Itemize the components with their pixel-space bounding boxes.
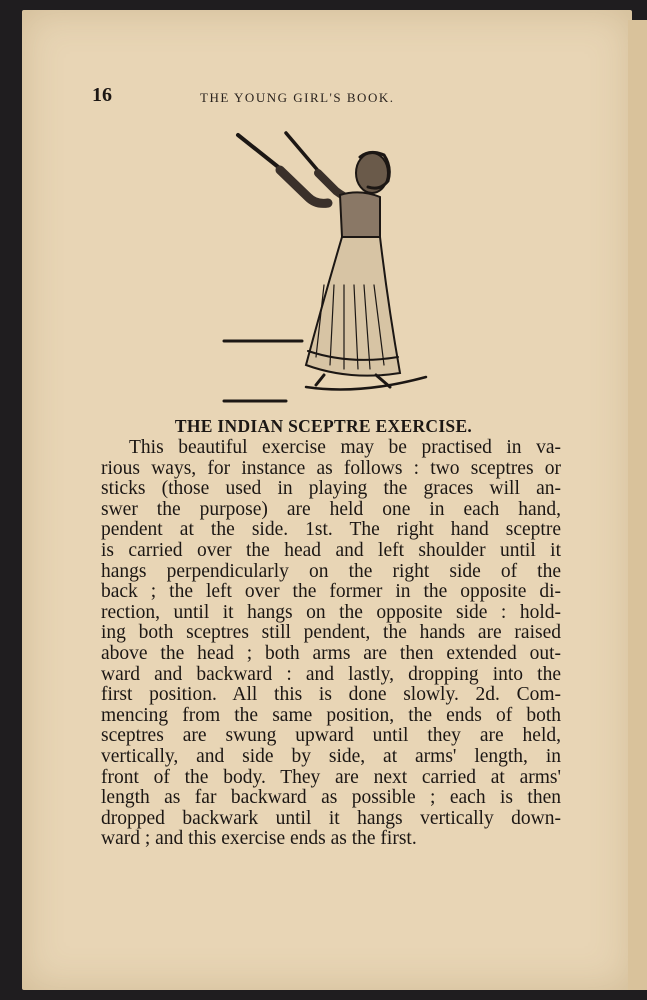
feet — [316, 375, 390, 387]
bodice — [340, 192, 380, 240]
page-number: 16 — [92, 84, 112, 106]
text-line: ing both sceptres still pendent, the hands are raised — [101, 622, 561, 644]
text-line: ward ; and this exercise ends as the first. — [101, 828, 417, 850]
text-line: is carried over the head and left shoulder until it — [101, 539, 561, 561]
body-text — [101, 438, 561, 850]
text-line: first position. All this is done slowly. 2d. Com- — [101, 684, 561, 706]
running-head: THE YOUNG GIRL'S BOOK. — [200, 90, 395, 105]
ground-shadow — [306, 377, 426, 389]
text-line: ward and backward : and lastly, dropping into the — [101, 663, 561, 685]
woodcut-illustration — [220, 125, 440, 410]
text-line: hangs perpendicularly on the right side of the — [101, 560, 561, 582]
text-line: sticks (those used in playing the graces will an- — [101, 478, 561, 500]
text-line: vertically, and side by side, at arms' length, in — [101, 745, 561, 767]
text-line: rious ways, for instance as follows : two sceptres or — [101, 457, 561, 479]
text-line: dropped backwark until it hangs vertically down- — [101, 807, 561, 829]
text-line: mencing from the same position, the ends of both — [101, 704, 561, 726]
text-line: length as far backward as possible ; each is then — [101, 787, 561, 809]
sceptre-left — [238, 135, 282, 170]
text-line: sceptres are swung upward until they are held, — [101, 725, 561, 747]
text-line: swer the purpose) are held one in each hand, — [101, 498, 561, 520]
text-line: rection, until it hangs on the opposite side : hold- — [101, 601, 561, 623]
text-line: back ; the left over the former in the opposite di- — [101, 581, 561, 603]
text-line: above the head ; both arms are then extended out- — [101, 642, 561, 664]
text-line: front of the body. They are next carried at arms' — [101, 766, 561, 788]
sceptre-right — [286, 133, 320, 173]
adjacent-page-edge — [628, 20, 647, 990]
text-line: This beautiful exercise may be practised in va- — [129, 437, 561, 458]
text-line: pendent at the side. 1st. The right hand sceptre — [101, 519, 561, 541]
figure-caption: THE INDIAN SCEPTRE EXERCISE. — [174, 416, 473, 436]
